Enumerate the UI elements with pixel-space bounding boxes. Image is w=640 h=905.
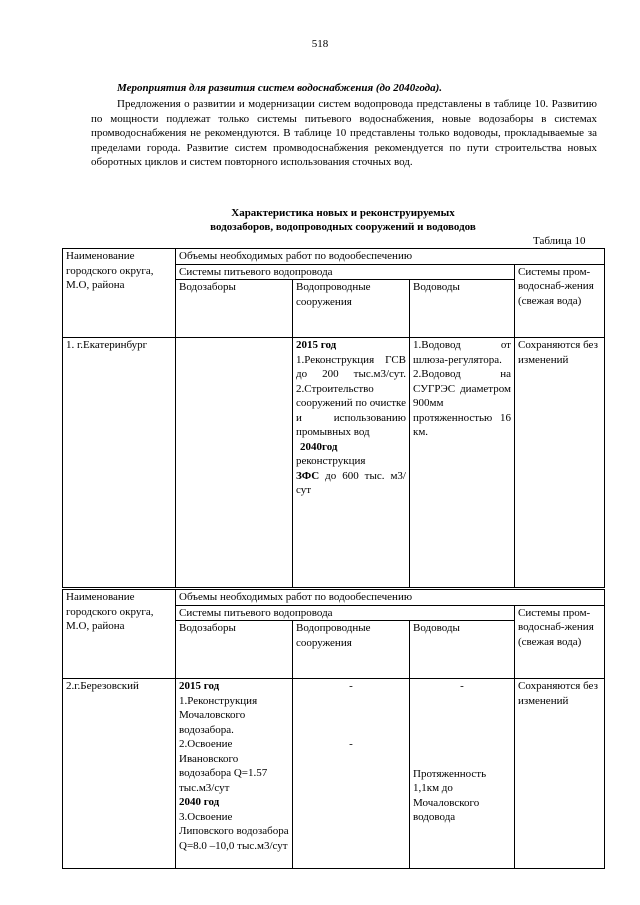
water-table-part2 (62, 589, 605, 869)
row2-facilities (293, 679, 410, 869)
table-caption-line2: водозаборов, водопроводных сооружений и водоводов (210, 221, 476, 233)
row2-facilities-dash1: - (349, 680, 353, 692)
row1-district: 1. г.Екатеринбург (63, 338, 176, 588)
intro-text: Предложения о развитии и модернизации систем водопровода представлены в таблице 10. Развитию по мощности подлежат только системы питьевого водоснабжения, новые водозаборы в системах промводоснабжения не рекомендуются. В таблице 10 представлены только водоводы, прокладываемые за пределами города. Развитие систем промводоснабжения рекомендуется по пути строительства новых оборотных циклов и систем повторного использования сточных вод. (91, 98, 597, 169)
row2-pipelines-dash: - (460, 680, 464, 692)
row2-pipelines-text: Протяженность 1,1км до Мочаловского водовода (413, 767, 487, 823)
header-district-2: Наименование городского округа, М.О, района (63, 590, 176, 679)
header-industrial (515, 264, 605, 338)
header-intakes: Водозаборы (176, 280, 293, 338)
header-industrial-note-2: (свежая вода) (518, 635, 582, 648)
header-district: Наименование городского округа, М.О, района (63, 249, 176, 338)
header-industrial-2 (515, 605, 605, 679)
page-number: 518 (311, 38, 329, 50)
row1-facilities-text4: до 600 тыс. м3/сут (296, 469, 406, 496)
row2-industrial: Сохраняются без изменений (515, 679, 605, 869)
row2-facilities-dash2: - (349, 737, 353, 750)
intro-paragraph (91, 97, 597, 170)
row1-facilities (293, 338, 410, 588)
row2-year-2040: 2040 год (179, 796, 220, 808)
row1-facilities-text3: ЗФС (296, 469, 320, 482)
header-facilities: Водопроводные сооружения (293, 280, 410, 338)
row1-industrial: Сохраняются без изменений (515, 338, 605, 588)
row1-facilities-text1: 1.Реконструкция ГСВ до 200 тыс.м3/сут. 2.Строительство сооружений по очистке и использованию промывных вод (296, 353, 406, 438)
header-drinking: Системы питьевого водопровода (176, 264, 515, 280)
table-number: Таблица 10 (533, 235, 586, 247)
row1-intakes (176, 338, 293, 588)
header-pipelines: Водоводы (410, 280, 515, 338)
section-heading: Мероприятия для развития систем водоснабжения (до 2040года). (117, 82, 443, 94)
row1-year-2015: 2015 год (296, 339, 337, 351)
header-industrial-note: (свежая вода) (518, 294, 582, 307)
row2-intakes-text1: 1.Реконструкция Мочаловского водозабора. (179, 694, 258, 736)
row2-intakes-text3: 3.Освоение Липовского водозабора Q=8.0 –10,0 тыс.м3/сут (179, 810, 289, 852)
row1-pipelines: 1.Водовод от шлюза-регулятора. 2.Водовод на СУГРЭС диаметром 900мм протяженностью 16 км. (410, 338, 515, 588)
header-industrial-label: Системы пром-водоснаб-жения (518, 265, 594, 292)
header-pipelines-2: Водоводы (410, 621, 515, 679)
row2-year-2015: 2015 год (179, 680, 220, 692)
water-table-part1 (62, 248, 605, 588)
row2-intakes-text2: 2.Освоение Ивановского водозабора Q=1.57 тыс.м3/сут (179, 738, 268, 794)
header-drinking-2: Системы питьевого водопровода (176, 605, 515, 621)
header-intakes-2: Водозаборы (176, 621, 293, 679)
row1-facilities-text2: реконструкция (296, 455, 366, 467)
header-facilities-2: Водопроводные сооружения (293, 621, 410, 679)
table-caption-line1: Характеристика новых и реконструируемых (231, 207, 455, 219)
header-industrial-label-2: Системы пром-водоснаб-жения (518, 606, 594, 633)
row2-intakes (176, 679, 293, 869)
header-works: Объемы необходимых работ по водообеспечению (176, 249, 605, 265)
row2-district: 2.г.Березовский (63, 679, 176, 869)
row2-pipelines (410, 679, 515, 869)
table-caption (90, 206, 596, 234)
row1-year-2040: 2040год (300, 440, 338, 453)
header-works-2: Объемы необходимых работ по водообеспечению (176, 590, 605, 606)
